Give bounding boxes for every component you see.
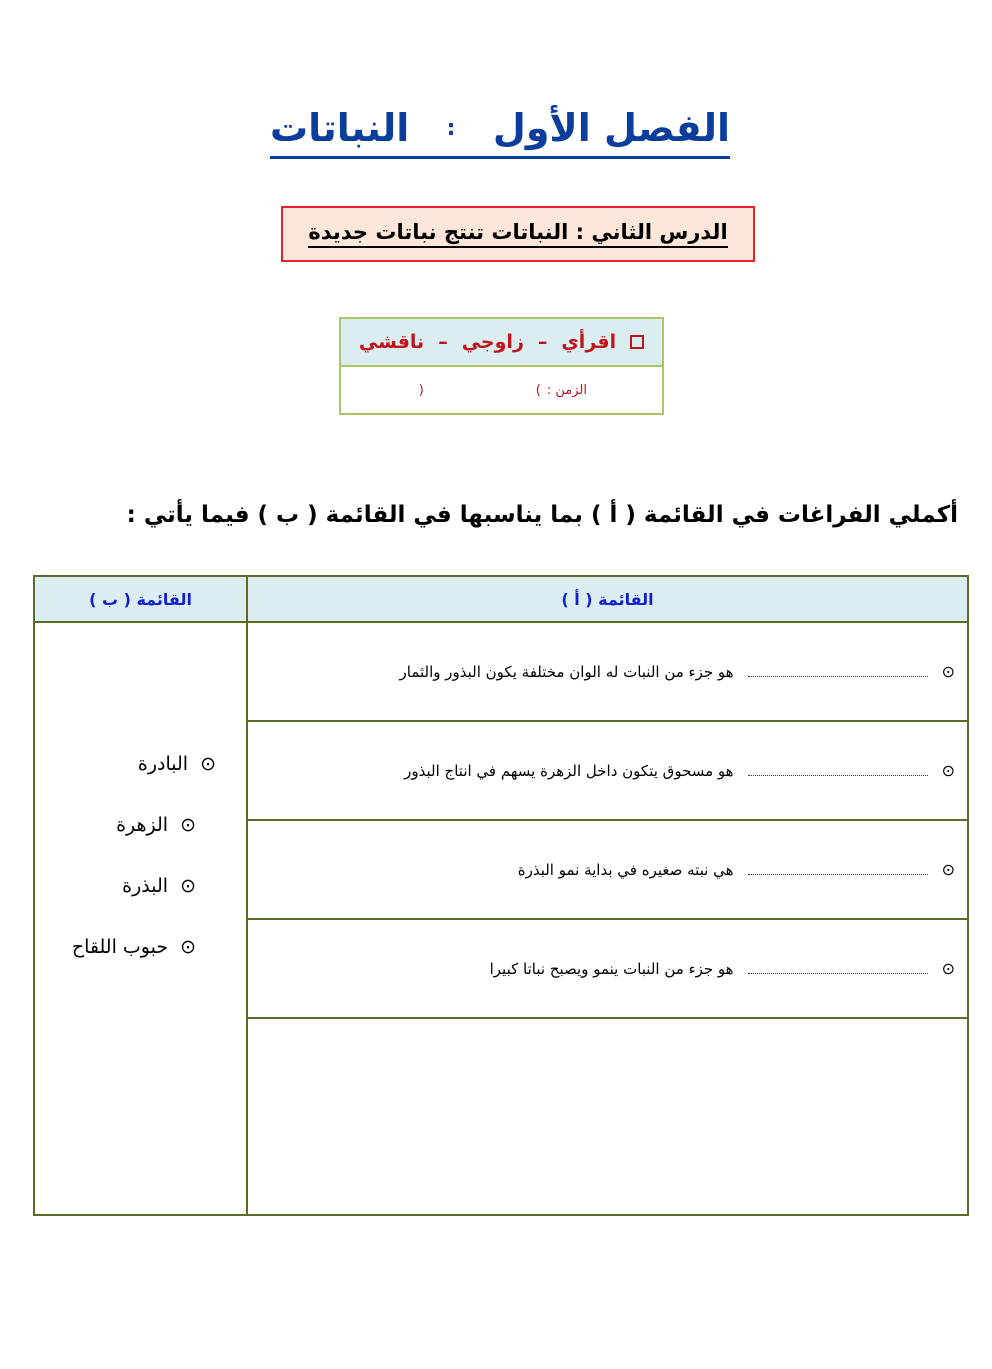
- step-pair: زاوجي: [461, 331, 524, 353]
- lesson-banner: [281, 206, 755, 262]
- statement: هو مسحوق يتكون داخل الزهرة يسهم في انتاج البذور: [404, 761, 734, 780]
- bullet-icon: ⊙: [941, 860, 955, 879]
- bullet-icon: ⊙: [180, 813, 196, 836]
- blank-field[interactable]: [748, 963, 928, 974]
- option: حبوب اللقاح: [71, 935, 169, 958]
- header-list-b: القائمة ( ب ): [34, 576, 247, 622]
- instruction-text: أكملي الفراغات في القائمة ( أ ) بما يناسبها في القائمة ( ب ) فيما يأتي :: [126, 502, 958, 528]
- title-separator: :: [446, 115, 456, 141]
- option: البادرة: [137, 752, 189, 775]
- activity-box: [339, 317, 664, 415]
- lesson-title: النباتات تنتج نباتات جديدة: [308, 220, 569, 244]
- option: الزهرة: [116, 813, 169, 836]
- blank-field[interactable]: [748, 666, 928, 677]
- statement: هي نبته صغيره في بداية نمو البذرة: [517, 860, 734, 879]
- time-row: [341, 367, 662, 413]
- list-item: [35, 733, 216, 794]
- lesson-underline: [308, 220, 727, 248]
- unit-label: النباتات: [270, 106, 410, 150]
- bullet-icon: ⊙: [941, 959, 955, 978]
- chapter-title: [270, 100, 730, 159]
- option: البذرة: [122, 874, 169, 897]
- cell-b: [34, 622, 247, 1215]
- time-label: الزمن :: [546, 382, 587, 398]
- matching-table: [33, 575, 969, 1216]
- chapter-label: الفصل الأول: [492, 106, 730, 150]
- cell-a: [247, 820, 968, 919]
- step-discuss: ناقشي: [358, 331, 425, 353]
- bullet-icon: ⊙: [180, 935, 196, 958]
- list-item: [35, 916, 216, 977]
- statement: هو جزء من النبات ينمو ويصبح نباتا كبيرا: [489, 959, 734, 978]
- paren: (: [418, 382, 424, 398]
- checkbox-icon: [630, 335, 644, 349]
- cell-a: [247, 622, 968, 721]
- activity-steps: [341, 319, 662, 367]
- dash: –: [537, 331, 548, 353]
- dash: –: [438, 331, 448, 353]
- table-header: [34, 576, 968, 622]
- lesson-label: الدرس الثاني: [591, 220, 728, 244]
- bullet-icon: ⊙: [941, 662, 955, 681]
- header-list-a: القائمة ( أ ): [247, 576, 968, 622]
- paren: ): [535, 382, 541, 398]
- blank-field[interactable]: [748, 864, 928, 875]
- bullet-icon: ⊙: [180, 874, 196, 897]
- table-row: [34, 622, 968, 721]
- bullet-icon: ⊙: [200, 752, 216, 775]
- cell-a: [247, 721, 968, 820]
- statement: هو جزء من النبات له الوان مختلفة يكون البذور والثمار: [399, 662, 734, 681]
- list-item: [35, 855, 216, 916]
- cell-a: [247, 919, 968, 1018]
- blank-field[interactable]: [748, 765, 928, 776]
- list-b: [35, 623, 246, 977]
- cell-empty: [247, 1018, 968, 1215]
- list-item: [35, 794, 216, 855]
- bullet-icon: ⊙: [941, 761, 955, 780]
- step-read: اقرأي: [561, 331, 617, 353]
- lesson-separator: :: [575, 220, 585, 244]
